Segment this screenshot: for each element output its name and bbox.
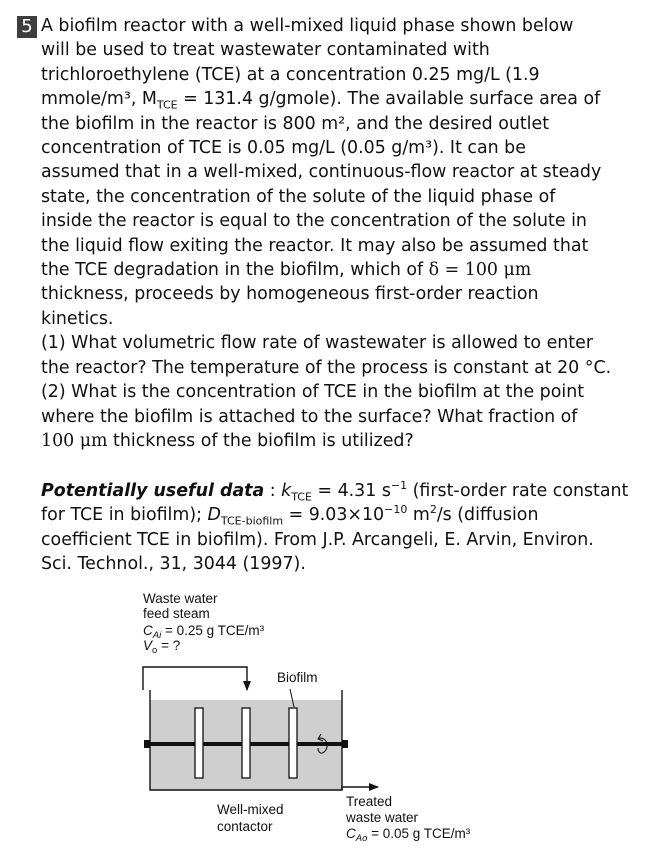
biofilm-disk — [242, 708, 250, 778]
problem-line: assumed that in a well-mixed, continuous-flow reactor at steady — [41, 162, 602, 183]
feed-concentration: $C_{Ai} = 0.25$ g TCE/m³ — [143, 623, 265, 641]
inlet-arrow — [143, 667, 247, 690]
data-line: Potentially useful data : $k_{TCE} = 4.31$ $s^{-1}$ (first-order rate constant — [41, 479, 629, 504]
problem-line: kinetics. — [41, 308, 114, 329]
question-1-line: the reactor? The temperature of the process is constant at 20 °C. — [41, 357, 612, 378]
data-line: for TCE in biofilm); $D_{TCE-biofilm} = 9.03\times 10^{-10}$ $m^2/s$ (diffusion — [41, 503, 539, 528]
problem-line: trichloroethylene (TCE) at a concentration 0.25 mg/L (1.9 — [41, 64, 540, 85]
data-line: Sci. Technol., 31, 3044 (1997). — [41, 554, 306, 575]
problem-line: mmole/m³, $M_{TCE} = 131.4$ g/gmole). The available surface area of — [41, 89, 601, 112]
question-1-line: (1) What volumetric flow rate of wastewater is allowed to enter — [41, 333, 593, 354]
question-2-line: 100 μm thickness of the biofilm is utilized? — [41, 430, 414, 451]
outlet-arrow — [342, 787, 378, 790]
shaft-end-left — [144, 740, 150, 748]
outlet-concentration: $C_{Ao} = 0.05$ g TCE/m³ — [346, 826, 471, 844]
feed-flow: $V_o$ = ? — [143, 638, 181, 656]
contactor-label-line2: contactor — [217, 819, 273, 834]
problem-line: concentration of TCE is 0.05 mg/L (0.05 g/m³). It can be — [41, 138, 526, 159]
question-2-line: where the biofilm is attached to the surface? What fraction of — [41, 406, 578, 427]
problem-line: inside the reactor is equal to the concentration of the solute in — [41, 211, 587, 232]
problem-line: the biofilm in the reactor is 800 m², and the desired outlet — [41, 113, 550, 134]
outlet-label-line2: waste water — [346, 810, 419, 825]
problem-line: the TCE degradation in the biofilm, which of δ = 100 μm — [41, 260, 532, 281]
problem-line: will be used to treat wastewater contaminated with — [41, 40, 490, 61]
problem-line: the liquid flow exiting the reactor. It may also be assumed that — [41, 235, 589, 256]
data-label: Potentially useful data — [41, 481, 265, 501]
problem-number: 5 — [17, 16, 37, 38]
problem-line: state, the concentration of the solute of the liquid phase of — [41, 186, 556, 207]
data-line: coefficient TCE in biofilm). From J.P. Arcangeli, E. Arvin, Environ. — [41, 529, 594, 550]
biofilm-disk — [195, 708, 203, 778]
problem-line: A biofilm reactor with a well-mixed liquid phase shown below — [41, 16, 574, 36]
biofilm-disk — [289, 708, 297, 778]
contactor-label-line1: Well-mixed — [217, 802, 284, 817]
shaft-end-right — [342, 740, 348, 748]
feed-label-line1: Waste water — [143, 591, 218, 606]
problem-line: thickness, proceeds by homogeneous first-order reaction — [41, 284, 539, 305]
question-2-line: (2) What is the concentration of TCE in the biofilm at the point — [41, 382, 585, 403]
feed-label-line2: feed steam — [143, 606, 210, 621]
outlet-label-line1: Treated — [346, 794, 393, 809]
biofilm-label: Biofilm — [277, 670, 318, 685]
